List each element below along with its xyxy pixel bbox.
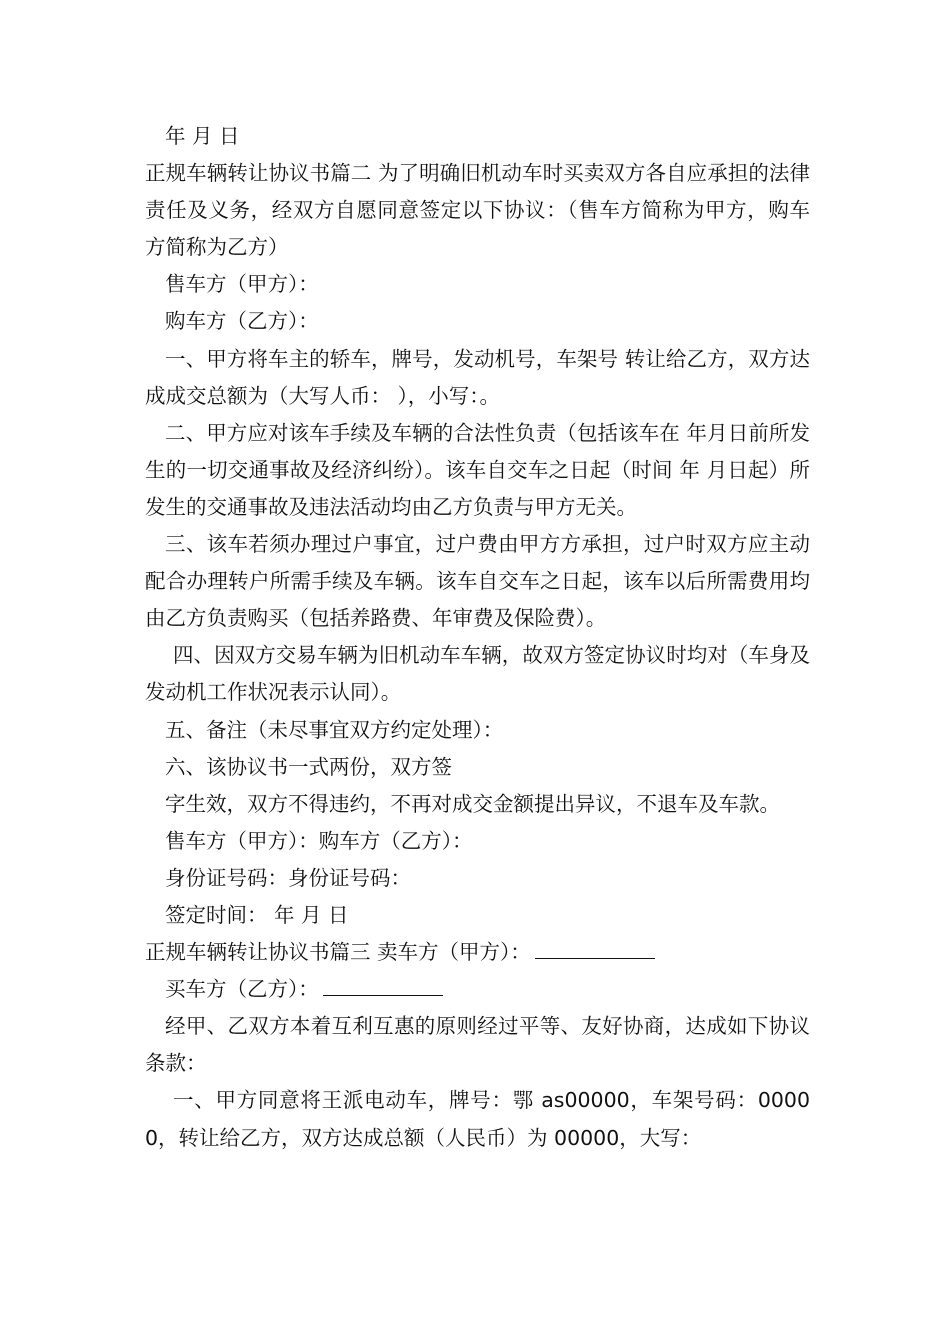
clause-4: 四、因双方交易车辆为旧机动车车辆，故双方签定协议时均对（车身及发动机工作状况表示认同）。: [145, 643, 810, 705]
agreement-3-buyer-text: 买车方（乙方）：: [165, 977, 319, 1002]
clause-3: 三、该车若须办理过户事宜，过户费由甲方方承担，过户时双方应主动配合办理转户所需手续及车辆。该车自交车之日起，该车以后所需费用均由乙方负责购买（包括养路费、年审费及保险费）。: [145, 532, 810, 631]
id-numbers: 身份证号码：身份证号码：: [165, 865, 411, 890]
clause-2: 二、甲方应对该车手续及车辆的合法性负责（包括该车在 年月日前所发生的一切交通事故及经济纠纷）。该车自交车之日起（时间 年 月日起）所发生的交通事故及违法活动均由乙方负责与甲方无关。: [145, 420, 810, 519]
document-page: [145, 118, 810, 1157]
clause-1: 一、甲方将车主的轿车，牌号，发动机号，车架号 转让给乙方，双方达成成交总额为（大写人币： ），小写：。: [145, 346, 810, 408]
clause-5: 五、备注（未尽事宜双方约定处理）：: [165, 717, 504, 742]
buyer-blank-line: [323, 973, 443, 996]
agreement-2-intro: 正规车辆转让协议书篇二 为了明确旧机动车时买卖双方各自应承担的法律责任及义务，经双方自愿同意签定以下协议：（售车方简称为甲方，购车方简称为乙方）: [145, 161, 810, 260]
agreement-3-buyer: [145, 971, 810, 1008]
seller-blank-line: [535, 936, 655, 959]
buyer-label: 购车方（乙方）：: [165, 309, 319, 334]
date-line: 年 月 日: [165, 124, 240, 148]
agreement-3-heading: [145, 934, 810, 971]
sign-date: 签定时间： 年 月 日: [165, 902, 349, 927]
clause-6: 六、该协议书一式两份，双方签: [165, 754, 452, 779]
seller-label: 售车方（甲方）：: [165, 272, 319, 297]
agreement-3-intro: 经甲、乙双方本着互利互惠的原则经过平等、友好协商，达成如下协议条款：: [145, 1014, 810, 1076]
clause-6-continued: 字生效，双方不得违约，不再对成交金额提出异议，不退车及车款。: [165, 791, 780, 816]
agreement-3-heading-text: 正规车辆转让协议书篇三 卖车方（甲方）：: [145, 940, 531, 965]
sign-parties: 售车方（甲方）：购车方（乙方）：: [165, 828, 473, 853]
agreement-3-clause-1: 一、甲方同意将王派电动车，牌号：鄂 as00000，车架号码：00000，转让给乙方，双方达成总额（人民币）为 00000，大写：: [145, 1088, 810, 1150]
